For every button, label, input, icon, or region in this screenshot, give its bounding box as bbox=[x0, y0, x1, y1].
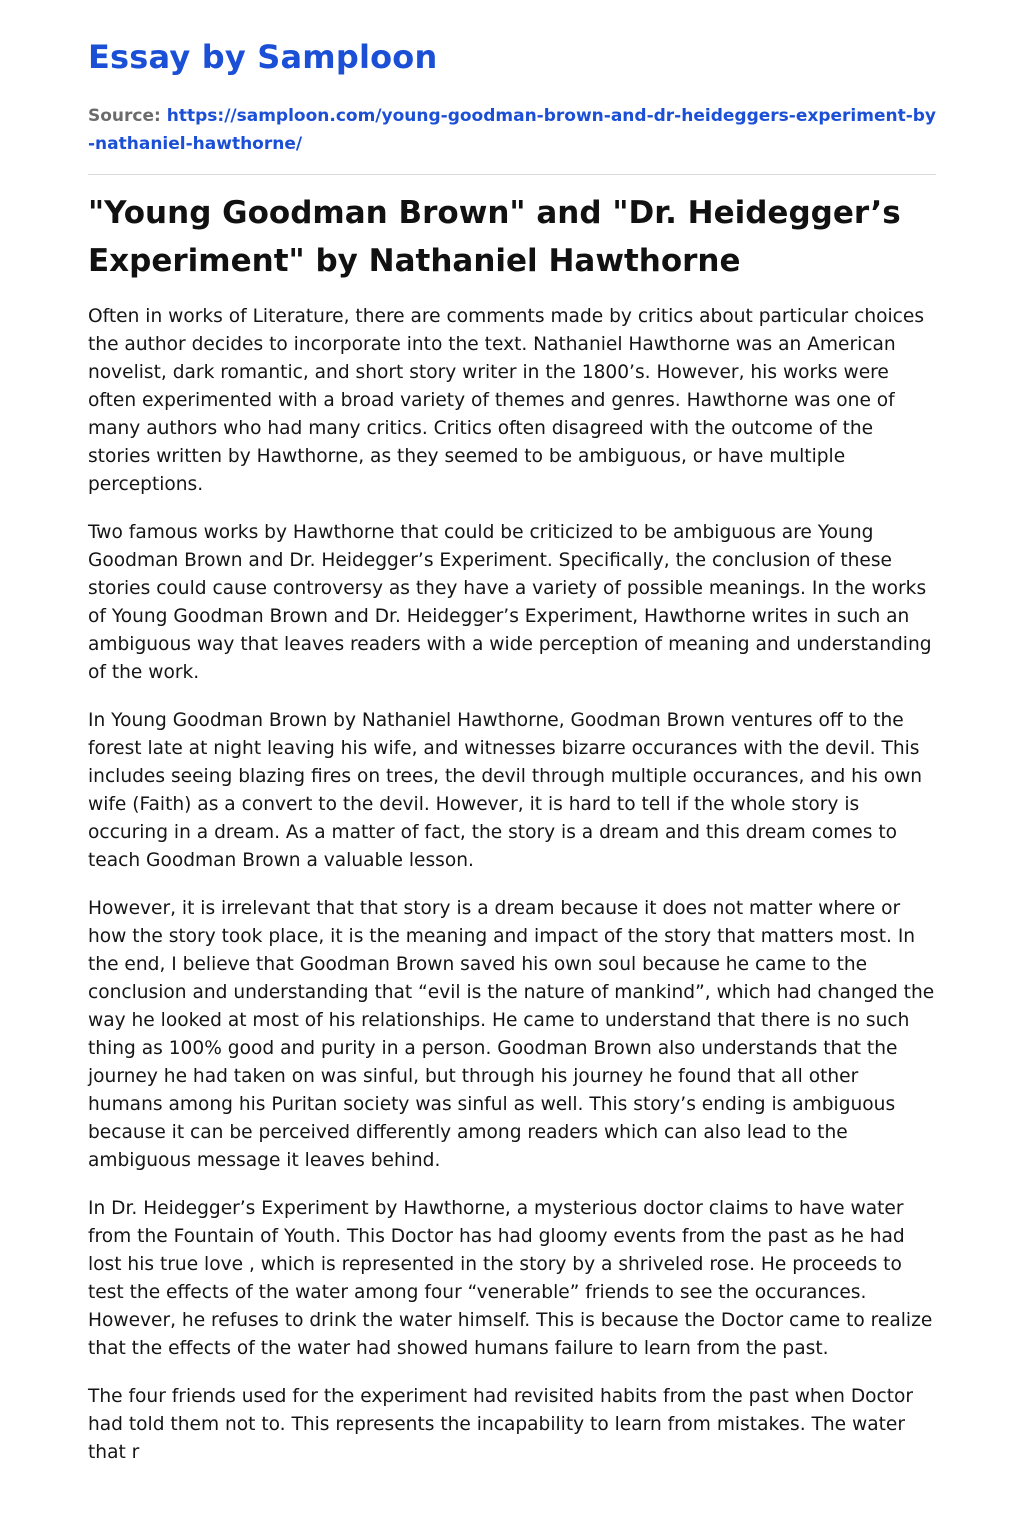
site-brand-title[interactable]: Essay by Samploon bbox=[88, 38, 438, 76]
essay-title: "Young Goodman Brown" and "Dr. Heidegger’s Experiment" by Nathaniel Hawthorne bbox=[88, 195, 901, 279]
source-label: Source: bbox=[88, 106, 161, 126]
source-link[interactable]: https://samploon.com/young-goodman-brown-and-dr-heideggers-experiment-by-nathaniel-hawthorne/ bbox=[88, 106, 937, 154]
essay-paragraph: However, it is irrelevant that that story is a dream because it does not matter where or how the story took place, it is the meaning and impact of the story that matters most. In the end, I believe that Goodman Brown saved his own soul because he came to the conclusion and understanding that “evil is the nature of mankind”, which had changed the way he looked at most of his relationships. He came to understand that there is no such thing as 100% good and purity in a person. Goodman Brown also understands that the journey he had taken on was sinful, but through his journey he found that all other humans among his Puritan society was sinful as well. This story’s ending is ambiguous because it can be perceived differently among readers which can also lead to the ambiguous message it leaves behind. bbox=[88, 898, 935, 1171]
essay-paragraph: In Dr. Heidegger’s Experiment by Hawthorne, a mysterious doctor claims to have water from the Fountain of Youth. This Doctor has had gloomy events from the past as he had lost his true love , which is represented in the story by a shriveled rose. He proceeds to test the effects of the water among four “venerable” friends to see the occurances. However, he refuses to drink the water himself. This is because the Doctor came to realize that the effects of the water had showed humans failure to learn from the past. bbox=[88, 1198, 933, 1359]
essay-paragraph: Often in works of Literature, there are comments made by critics about particular choices the author decides to incorporate into the text. Nathaniel Hawthorne was an American novelist, dark romantic, and short story writer in the 1800’s. However, his works were often experimented with a broad variety of themes and genres. Hawthorne was one of many authors who had many critics. Critics often disagreed with the outcome of the stories written by Hawthorne, as they seemed to be ambiguous, or have multiple perceptions. bbox=[88, 306, 925, 495]
essay-page bbox=[88, 0, 936, 1487]
essay-paragraph: In Young Goodman Brown by Nathaniel Hawthorne, Goodman Brown ventures off to the forest late at night leaving his wife, and witnesses bizarre occurances with the devil. This includes seeing blazing fires on trees, the devil through multiple occurances, and his own wife (Faith) as a convert to the devil. However, it is hard to tell if the whole story is occuring in a dream. As a matter of fact, the story is a dream and this dream comes to teach Goodman Brown a valuable lesson. bbox=[88, 710, 923, 871]
essay-paragraph: Two famous works by Hawthorne that could be criticized to be ambiguous are Young Goodman Brown and Dr. Heidegger’s Experiment. Specifically, the conclusion of these stories could cause controversy as they have a variety of possible meanings. In the works of Young Goodman Brown and Dr. Heidegger’s Experiment, Hawthorne writes in such an ambiguous way that leaves readers with a wide perception of meaning and understanding of the work. bbox=[88, 522, 932, 683]
essay-body bbox=[88, 303, 936, 1467]
essay-paragraph: The four friends used for the experiment had revisited habits from the past when Doctor had told them not to. This represents the incapability to learn from mistakes. The water that r bbox=[88, 1386, 914, 1463]
source-line bbox=[88, 102, 936, 158]
header-divider bbox=[88, 174, 936, 175]
